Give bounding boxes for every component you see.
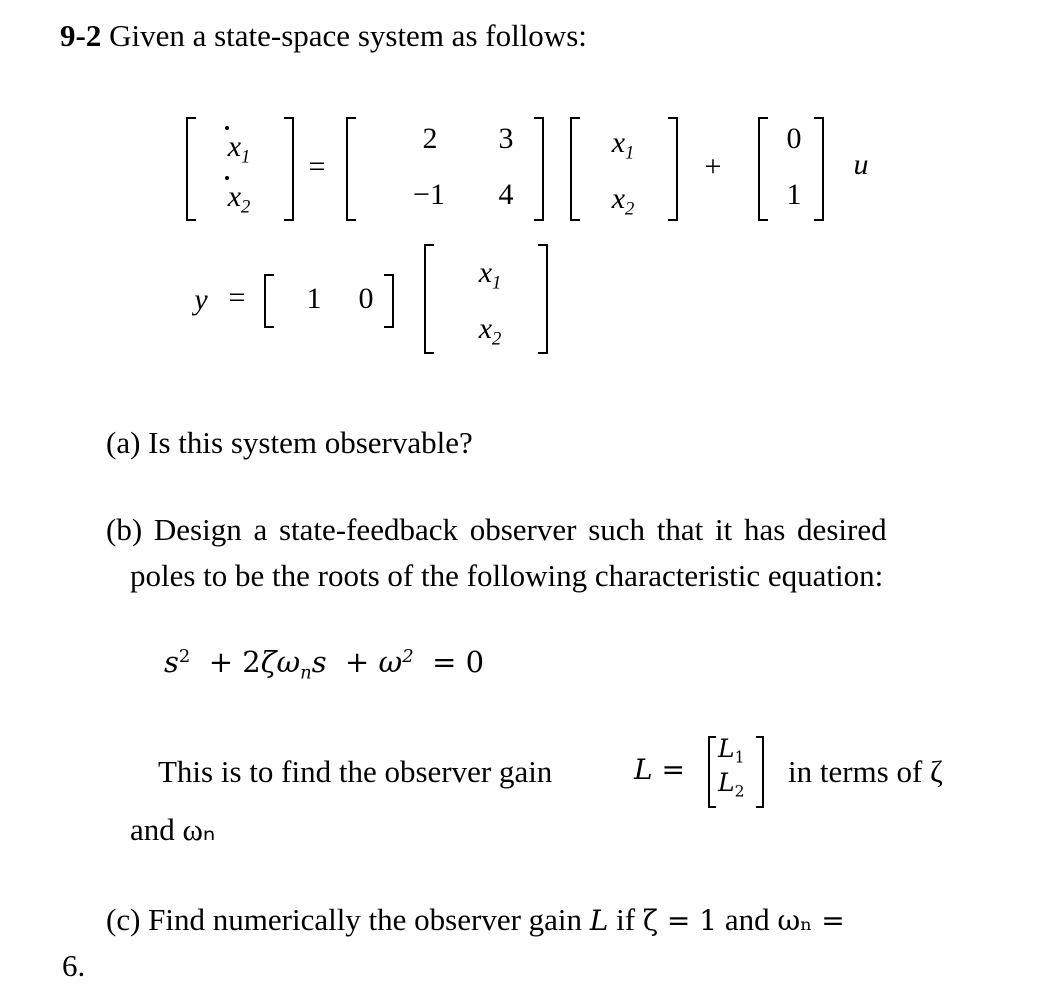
part-c-text: (c) Find numerically the observer gain bbox=[106, 902, 583, 937]
a-11: 2 bbox=[422, 122, 438, 155]
out-x-x1: $x_1$ bbox=[478, 256, 502, 294]
part-a: (a) Is this system observable? bbox=[106, 425, 473, 460]
part-c bbox=[106, 902, 845, 938]
output-y: y bbox=[194, 283, 208, 316]
char-eq-s: s bbox=[164, 645, 179, 679]
part-c-zeta: ζ = 1 bbox=[642, 904, 718, 937]
c-1: 1 bbox=[306, 282, 322, 315]
gain-vec-bracket-right bbox=[756, 736, 764, 808]
c-bracket-left bbox=[264, 274, 274, 328]
char-eq-n1: n bbox=[300, 662, 312, 684]
lhs-bracket-right bbox=[284, 117, 294, 221]
lhs-x2: $x_2$ bbox=[227, 180, 251, 218]
x-vec-x1: $x_1$ bbox=[611, 126, 635, 164]
lhs-x1: $x_1$ bbox=[227, 130, 251, 168]
lhs-x1-dot bbox=[225, 126, 229, 130]
part-c-wn: ωₙ = bbox=[777, 904, 845, 937]
gain-L-label: L = bbox=[634, 753, 685, 786]
char-eq-wn-exp: 2 bbox=[402, 646, 414, 668]
part-c-if: if bbox=[616, 902, 636, 937]
characteristic-equation bbox=[164, 645, 484, 683]
char-eq-omega: ω bbox=[378, 645, 403, 679]
c-bracket-right bbox=[384, 274, 394, 328]
b-1: 0 bbox=[786, 122, 802, 155]
char-eq-plus2: + bbox=[335, 645, 379, 679]
out-x-bracket-left bbox=[424, 244, 434, 354]
part-c-continuation: 6. bbox=[62, 948, 86, 983]
b-2: 1 bbox=[786, 178, 802, 211]
gain-vec-bracket-left bbox=[708, 736, 716, 808]
char-eq-rhs: = 0 bbox=[413, 645, 485, 679]
b-bracket-left bbox=[758, 117, 768, 221]
state-plus: + bbox=[704, 150, 722, 183]
char-eq-plus1: + 2 bbox=[199, 645, 261, 679]
lhs-x2-dot bbox=[225, 176, 229, 180]
x-bracket-left bbox=[570, 117, 580, 221]
a-22: 4 bbox=[498, 178, 514, 211]
out-x-x2: $x_2$ bbox=[478, 312, 502, 350]
char-eq-s2: s bbox=[311, 645, 327, 679]
gain-vec-L2: $L_2$ bbox=[718, 768, 745, 801]
gain-vec-L1: $L_1$ bbox=[718, 734, 745, 767]
x-bracket-right bbox=[668, 117, 678, 221]
a-bracket-left bbox=[346, 117, 356, 221]
state-equals: = bbox=[308, 150, 326, 183]
input-u: u bbox=[853, 148, 869, 181]
problem-heading bbox=[60, 18, 587, 54]
char-eq-zeta: ζω bbox=[260, 645, 301, 679]
problem-number: 9-2 bbox=[60, 18, 102, 53]
out-x-bracket-right bbox=[538, 244, 548, 354]
output-equals: = bbox=[228, 281, 246, 314]
lhs-bracket-left bbox=[186, 117, 196, 221]
char-eq-s-exp: 2 bbox=[178, 646, 191, 668]
a-12: 3 bbox=[498, 122, 514, 155]
part-c-and: and bbox=[724, 902, 770, 937]
gain-text-3: and ωₙ bbox=[130, 812, 216, 847]
gain-text-1: This is to find the observer gain bbox=[158, 754, 553, 789]
part-c-L: L bbox=[589, 904, 609, 937]
b-bracket-right bbox=[814, 117, 824, 221]
part-b-line1: (b) Design a state-feedback observer such that it has desired bbox=[106, 512, 887, 547]
a-21: −1 bbox=[413, 178, 445, 211]
part-b-line2: poles to be the roots of the following characteristic equation: bbox=[130, 558, 884, 593]
c-2: 0 bbox=[358, 282, 374, 315]
x-vec-x2: $x_2$ bbox=[611, 182, 635, 220]
problem-title: Given a state-space system as follows: bbox=[109, 18, 587, 53]
gain-text-2: in terms of ζ bbox=[788, 754, 943, 789]
